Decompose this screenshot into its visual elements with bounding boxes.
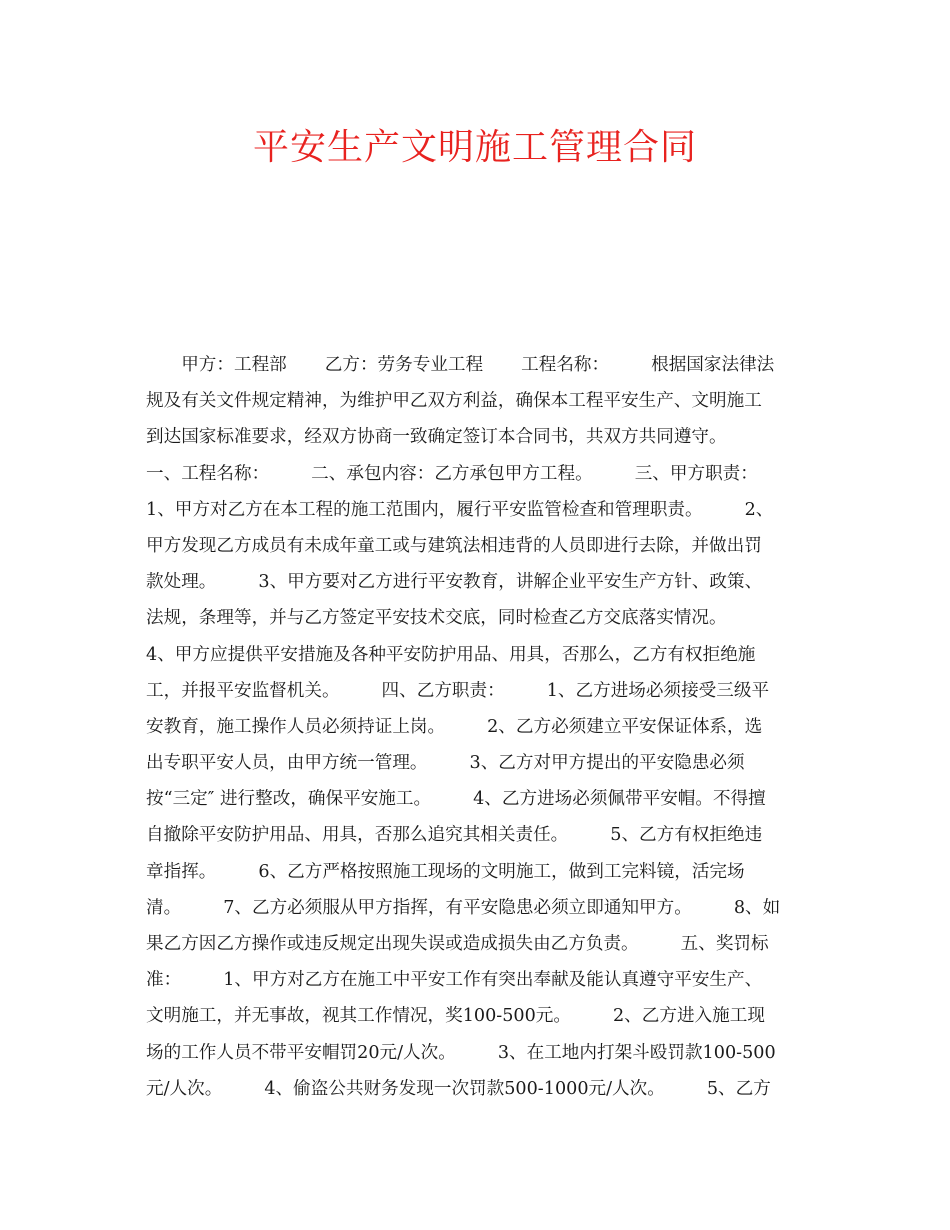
text-line	[146, 854, 806, 890]
text-run: 法规，条理等，并与乙方签定平安技术交底，同时检查乙方交底落实情况。	[146, 608, 727, 629]
text-run: 乙方：劳务专业工程	[324, 355, 484, 375]
text-run: 根据国家法律法	[651, 355, 775, 375]
text-run: 一、工程名称：	[146, 463, 270, 484]
text-run: 2、乙方必须建立平安保证体系，选	[487, 716, 763, 737]
text-run: 3、乙方对甲方提出的平安隐患必须	[469, 753, 745, 774]
text-run: 5、乙方有权拒绝违	[610, 825, 763, 846]
text-line	[146, 564, 806, 600]
text-run: 4、偷盗公共财务发现一次罚款500-1000元/人次。	[264, 1078, 665, 1099]
text-line	[146, 600, 806, 636]
text-run: 自撤除平安防护用品、用具，否那么追究其相关责任。	[146, 825, 569, 846]
text-run: 场的工作人员不带平安帽罚20元/人次。	[146, 1042, 456, 1063]
text-line	[146, 383, 806, 419]
text-line	[146, 673, 806, 709]
text-run: 安教育，施工操作人员必须持证上岗。	[146, 716, 446, 737]
text-line	[146, 419, 806, 455]
text-run: 文明施工，并无事故，视其工作情况，奖100-500元。	[146, 1006, 571, 1027]
text-run: 8、如	[733, 897, 781, 918]
text-run: 到达国家标准要求，经双方协商一致确定签订本合同书，共双方共同遵守。	[146, 427, 727, 448]
text-line	[146, 890, 806, 926]
text-run: 出专职平安人员，由甲方统一管理。	[146, 753, 428, 774]
text-run: 3、在工地内打架斗殴罚款100-500	[497, 1042, 776, 1063]
text-run: 4、乙方进场必须佩带平安帽。不得擅	[473, 789, 766, 810]
text-run: 甲方发现乙方成员有未成年童工或与建筑法相违背的人员即进行去除，并做出罚	[146, 535, 762, 556]
text-line	[146, 817, 806, 853]
text-run: 规及有关文件规定精神，为维护甲乙双方利益，确保本工程平安生产、文明施工	[146, 391, 762, 412]
text-line	[146, 1071, 806, 1107]
text-line	[146, 637, 806, 673]
text-line	[146, 998, 806, 1034]
text-run: 五、奖罚标	[680, 934, 769, 954]
text-line	[146, 709, 806, 745]
text-run: 甲方：工程部	[146, 355, 287, 375]
text-run: 工，并报平安监督机关。	[146, 680, 340, 701]
text-line	[146, 492, 806, 528]
text-run: 工程名称：	[521, 355, 610, 375]
text-run: 7、乙方必须服从甲方指挥，有平安隐患必须立即通知甲方。	[223, 897, 692, 918]
text-run: 清。	[146, 897, 182, 918]
text-line	[146, 926, 806, 962]
text-run: 款处理。	[146, 572, 217, 593]
text-line	[146, 528, 806, 564]
document-title: 平安生产文明施工管理合同	[252, 127, 697, 168]
text-run: 2、	[744, 499, 774, 520]
text-run: 按“三定″ 进行整改，确保平安施工。	[146, 789, 432, 810]
contract-body	[146, 347, 806, 1107]
text-run: 三、甲方职责：	[634, 463, 758, 484]
text-line	[146, 962, 806, 998]
text-run: 1、甲方对乙方在本工程的施工范围内，履行平安监管检查和管理职责。	[146, 499, 703, 520]
text-run: 元/人次。	[146, 1078, 223, 1099]
text-run: 1、甲方对乙方在施工中平安工作有突出奉献及能认真遵守平安生产、	[223, 970, 763, 991]
text-run: 6、乙方严格按照施工现场的文明施工，做到工完料镜，活完场	[258, 861, 745, 882]
text-run: 2、乙方进入施工现	[612, 1006, 765, 1027]
text-line	[146, 781, 806, 817]
text-run: 果乙方因乙方操作或违反规定出现失误或造成损失由乙方负责。	[146, 934, 639, 954]
text-line	[146, 1035, 806, 1071]
text-run: 章指挥。	[146, 861, 217, 882]
text-line	[146, 347, 806, 383]
text-line	[146, 745, 806, 781]
text-line	[146, 456, 806, 492]
text-run: 准：	[146, 970, 182, 991]
text-run: 1、乙方进场必须接受三级平	[546, 680, 770, 701]
text-run: 5、乙方	[706, 1078, 771, 1099]
text-run: 四、乙方职责：	[381, 680, 505, 701]
text-run: 二、承包内容：乙方承包甲方工程。	[311, 463, 593, 484]
text-run: 3、甲方要对乙方进行平安教育，讲解企业平安生产方针、政策、	[258, 572, 763, 593]
text-run: 4、甲方应提供平安措施及各种平安防护用品、用具，否那么，乙方有权拒绝施	[146, 644, 756, 665]
